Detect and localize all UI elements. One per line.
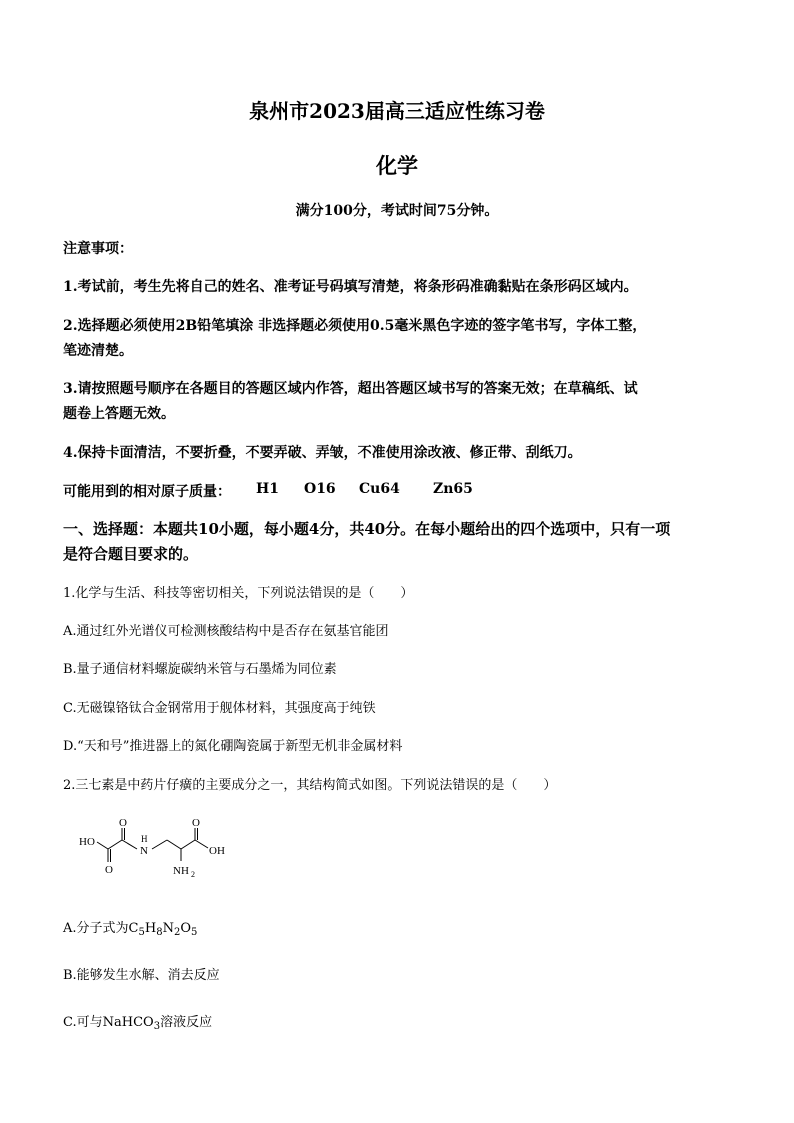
q2-stem: 2.三七素是中药片仔癀的主要成分之一，其结构简式如图。下列说法错误的是（ ） [63,778,557,793]
struct-label-nh2: NH [173,865,189,877]
struct-label-oh: OH [209,845,225,857]
q2-option-c-formula: NaHCO [102,1015,154,1030]
q2-option-a [63,917,197,936]
struct-label-o-right: O [192,817,200,829]
q1-stem: 1.化学与生活、科技等密切相关，下列说法错误的是（ ） [63,586,414,601]
formula-n: N [162,921,174,936]
q2-option-b: B.能够发生水解、消去反应 [63,968,220,983]
formula-o-count: 5 [191,927,198,938]
q2-option-c-suffix: 溶液反应 [160,1015,213,1030]
formula-h: H [144,921,157,936]
section-heading-line2: 是符合题目要求的。 [63,545,199,563]
struct-label-ho: HO [79,836,95,848]
section-heading-line1: 一、选择题：本题共10小题，每小题4分，共40分。在每小题给出的四个选项中，只有一项 [63,520,671,538]
q1-option-c: C.无磁镍铬钛合金钢常用于舰体材料，其强度高于纯铁 [63,701,376,716]
formula-c: C [128,921,139,936]
exam-title: 泉州市2023届高三适应性练习卷 [249,99,545,123]
note-item-1: 1.考试前，考生先将自己的姓名、准考证号码填写清楚，将条形码准确黏贴在条形码区域内。 [63,279,638,295]
atomic-mass-h: H1 [256,481,279,497]
notes-heading: 注意事项： [63,241,133,257]
score-info: 满分100分，考试时间75分钟。 [295,203,499,219]
note-item-4: 4.保持卡面清洁，不要折叠，不要弄破、弄皱，不准使用涂改液、修正带、刮纸刀。 [63,445,582,461]
note-item-2-cont: 笔迹清楚。 [63,343,133,359]
formula-o: O [180,921,191,936]
struct-label-o-top: O [119,817,127,829]
struct-label-n: N [140,845,148,857]
q2-option-c-formula-sub: 3 [153,1021,161,1032]
q2-option-c [63,1011,212,1030]
subject-title: 化学 [376,153,418,178]
atomic-mass-label: 可能用到的相对原子质量： [63,484,231,500]
q1-option-a: A.通过红外光谱仪可检测核酸结构中是否存在氨基官能团 [63,624,389,639]
struct-label-nh2-sub: 2 [191,870,195,879]
note-item-3: 3.请按照题号顺序在各题目的答题区域内作答，超出答题区域书写的答案无效；在草稿纸、试 [63,381,638,397]
atomic-mass-o: O16 [304,481,336,497]
formula-h-count: 8 [156,927,163,938]
molecular-structure-diagram [75,815,235,885]
note-item-3-cont: 题卷上答题无效。 [63,406,175,422]
atomic-mass-cu: Cu64 [359,481,400,497]
formula-c-count: 5 [138,927,145,938]
q1-option-d: D.“天和号”推进器上的氮化硼陶瓷属于新型无机非金属材料 [63,739,403,754]
note-item-2: 2.选择题必须使用2B铅笔填涂 非选择题必须使用0.5毫米黑色字迹的签字笔书写，字体工整， [63,318,647,334]
struct-label-h: H [141,834,148,844]
q2-option-a-prefix: A.分子式为 [63,921,129,936]
atomic-mass-zn: Zn65 [433,481,473,497]
q2-option-c-prefix: C.可与 [63,1015,103,1030]
formula-n-count: 2 [173,927,181,938]
q1-option-b: B.量子通信材料螺旋碳纳米管与石墨烯为同位素 [63,662,337,677]
struct-label-o-bottom: O [105,864,113,876]
